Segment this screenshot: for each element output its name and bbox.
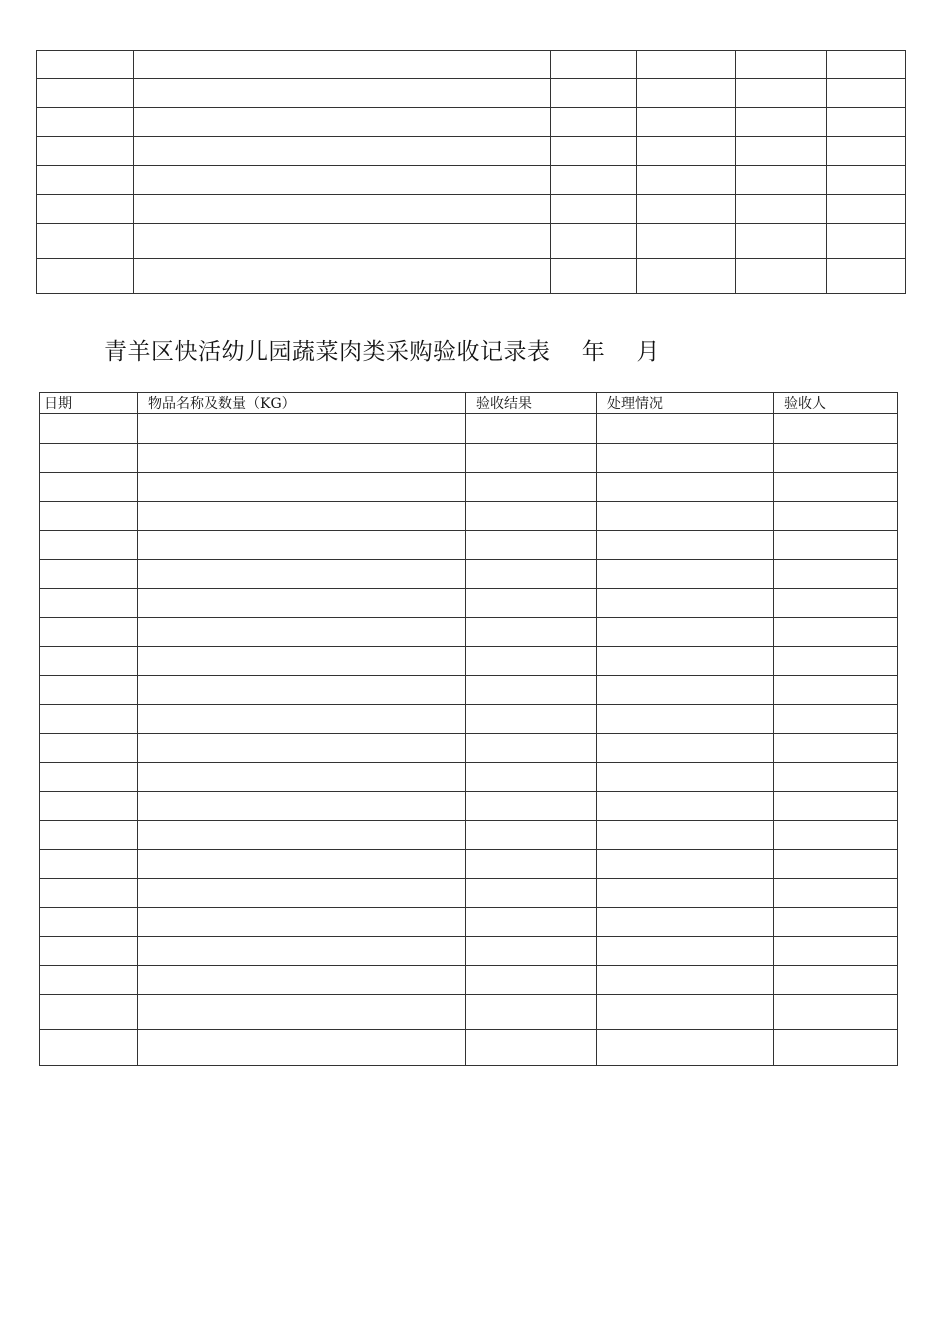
empty-cell — [827, 224, 906, 259]
empty-cell — [40, 763, 138, 792]
empty-cell — [466, 647, 597, 676]
empty-cell — [774, 1030, 898, 1066]
empty-cell — [138, 676, 466, 705]
empty-cell — [40, 414, 138, 444]
table-row — [40, 763, 898, 792]
table-row — [40, 618, 898, 647]
empty-cell — [466, 473, 597, 502]
empty-cell — [551, 166, 637, 195]
empty-cell — [466, 995, 597, 1030]
empty-cell — [774, 705, 898, 734]
empty-cell — [134, 79, 551, 108]
empty-cell — [466, 908, 597, 937]
empty-cell — [138, 531, 466, 560]
empty-cell — [774, 647, 898, 676]
empty-cell — [138, 589, 466, 618]
empty-cell — [597, 414, 774, 444]
empty-cell — [134, 166, 551, 195]
empty-cell — [597, 850, 774, 879]
empty-cell — [774, 792, 898, 821]
empty-cell — [597, 589, 774, 618]
empty-cell — [138, 734, 466, 763]
empty-cell — [597, 473, 774, 502]
empty-cell — [138, 908, 466, 937]
empty-cell — [40, 1030, 138, 1066]
empty-cell — [134, 224, 551, 259]
empty-cell — [551, 137, 637, 166]
empty-cell — [466, 531, 597, 560]
header-acceptance-result: 验收结果 — [466, 393, 597, 414]
empty-cell — [40, 560, 138, 589]
empty-cell — [134, 51, 551, 79]
empty-cell — [134, 195, 551, 224]
empty-cell — [597, 502, 774, 531]
acceptance-record-table — [39, 392, 898, 1066]
empty-cell — [736, 137, 827, 166]
empty-cell — [551, 224, 637, 259]
empty-cell — [774, 763, 898, 792]
empty-cell — [138, 792, 466, 821]
table-row — [40, 879, 898, 908]
empty-cell — [597, 937, 774, 966]
empty-cell — [40, 647, 138, 676]
empty-cell — [37, 224, 134, 259]
empty-cell — [637, 108, 736, 137]
table-row — [40, 647, 898, 676]
empty-cell — [637, 166, 736, 195]
empty-cell — [736, 259, 827, 294]
empty-cell — [637, 259, 736, 294]
table-row — [37, 195, 906, 224]
empty-cell — [637, 79, 736, 108]
empty-cell — [774, 444, 898, 473]
empty-cell — [466, 676, 597, 705]
table-row — [40, 734, 898, 763]
table-row — [37, 79, 906, 108]
table-row — [40, 473, 898, 502]
empty-cell — [138, 705, 466, 734]
empty-cell — [774, 734, 898, 763]
empty-cell — [637, 137, 736, 166]
empty-cell — [40, 821, 138, 850]
empty-cell — [138, 821, 466, 850]
empty-cell — [40, 502, 138, 531]
empty-cell — [827, 79, 906, 108]
empty-cell — [138, 879, 466, 908]
empty-cell — [827, 259, 906, 294]
empty-cell — [466, 821, 597, 850]
table-row — [40, 531, 898, 560]
empty-cell — [597, 734, 774, 763]
table-row — [40, 1030, 898, 1066]
empty-cell — [138, 1030, 466, 1066]
empty-cell — [637, 51, 736, 79]
empty-cell — [597, 647, 774, 676]
empty-cell — [774, 414, 898, 444]
empty-cell — [138, 966, 466, 995]
empty-cell — [827, 137, 906, 166]
empty-cell — [774, 589, 898, 618]
header-inspector: 验收人 — [774, 393, 898, 414]
empty-cell — [551, 108, 637, 137]
empty-cell — [466, 763, 597, 792]
table-row — [40, 908, 898, 937]
empty-cell — [466, 879, 597, 908]
empty-cell — [40, 473, 138, 502]
empty-cell — [466, 792, 597, 821]
empty-cell — [134, 137, 551, 166]
empty-cell — [37, 108, 134, 137]
empty-cell — [774, 937, 898, 966]
empty-cell — [597, 676, 774, 705]
empty-cell — [827, 51, 906, 79]
table-row — [37, 108, 906, 137]
empty-cell — [37, 166, 134, 195]
empty-cell — [466, 502, 597, 531]
empty-cell — [774, 473, 898, 502]
empty-cell — [40, 966, 138, 995]
table-row — [37, 224, 906, 259]
empty-cell — [40, 618, 138, 647]
empty-cell — [736, 195, 827, 224]
empty-cell — [827, 166, 906, 195]
empty-cell — [466, 1030, 597, 1066]
empty-cell — [40, 676, 138, 705]
empty-cell — [466, 618, 597, 647]
empty-cell — [827, 195, 906, 224]
header-handling: 处理情况 — [597, 393, 774, 414]
empty-cell — [637, 224, 736, 259]
empty-cell — [40, 705, 138, 734]
empty-cell — [40, 879, 138, 908]
empty-cell — [40, 531, 138, 560]
empty-cell — [138, 502, 466, 531]
empty-cell — [597, 618, 774, 647]
table-row — [40, 414, 898, 444]
empty-cell — [736, 166, 827, 195]
empty-cell — [466, 444, 597, 473]
empty-cell — [40, 995, 138, 1030]
empty-cell — [138, 414, 466, 444]
header-date: 日期 — [40, 393, 138, 414]
empty-cell — [551, 259, 637, 294]
table-row — [40, 444, 898, 473]
empty-cell — [774, 995, 898, 1030]
empty-cell — [597, 531, 774, 560]
empty-cell — [774, 618, 898, 647]
table-row — [40, 821, 898, 850]
empty-cell — [37, 137, 134, 166]
empty-cell — [597, 444, 774, 473]
empty-cell — [551, 79, 637, 108]
empty-cell — [466, 734, 597, 763]
empty-cell — [138, 618, 466, 647]
table-row — [40, 502, 898, 531]
table-row — [40, 589, 898, 618]
empty-cell — [37, 259, 134, 294]
table-row — [37, 166, 906, 195]
empty-cell — [597, 879, 774, 908]
table-row — [40, 966, 898, 995]
empty-cell — [138, 647, 466, 676]
table-header-row — [40, 393, 898, 414]
empty-cell — [597, 705, 774, 734]
empty-cell — [138, 995, 466, 1030]
empty-cell — [466, 937, 597, 966]
empty-cell — [774, 850, 898, 879]
empty-cell — [466, 966, 597, 995]
empty-cell — [597, 908, 774, 937]
empty-cell — [774, 531, 898, 560]
empty-cell — [637, 195, 736, 224]
empty-cell — [551, 51, 637, 79]
table-row — [40, 792, 898, 821]
empty-cell — [138, 763, 466, 792]
empty-cell — [774, 676, 898, 705]
empty-cell — [40, 444, 138, 473]
table-row — [40, 937, 898, 966]
table-row — [40, 560, 898, 589]
empty-cell — [37, 79, 134, 108]
empty-cell — [138, 560, 466, 589]
empty-cell — [774, 908, 898, 937]
empty-cell — [40, 734, 138, 763]
empty-cell — [597, 995, 774, 1030]
empty-cell — [40, 937, 138, 966]
empty-cell — [827, 108, 906, 137]
empty-cell — [774, 821, 898, 850]
empty-cell — [736, 51, 827, 79]
table-row — [37, 259, 906, 294]
empty-cell — [466, 560, 597, 589]
empty-cell — [40, 850, 138, 879]
empty-cell — [774, 966, 898, 995]
empty-cell — [736, 108, 827, 137]
empty-cell — [134, 108, 551, 137]
previous-page-table — [36, 50, 906, 294]
table-row — [40, 850, 898, 879]
empty-cell — [774, 502, 898, 531]
empty-cell — [774, 879, 898, 908]
page-title: 青羊区快活幼儿园蔬菜肉类采购验收记录表 年 月 — [104, 339, 660, 365]
empty-cell — [597, 1030, 774, 1066]
empty-cell — [40, 589, 138, 618]
table-row — [40, 705, 898, 734]
empty-cell — [138, 473, 466, 502]
header-item-name-quantity: 物品名称及数量（KG） — [138, 393, 466, 414]
empty-cell — [37, 51, 134, 79]
table-row — [40, 995, 898, 1030]
empty-cell — [466, 850, 597, 879]
empty-cell — [551, 195, 637, 224]
empty-cell — [138, 937, 466, 966]
table-row — [37, 137, 906, 166]
empty-cell — [138, 850, 466, 879]
empty-cell — [466, 705, 597, 734]
empty-cell — [40, 908, 138, 937]
empty-cell — [597, 560, 774, 589]
empty-cell — [134, 259, 551, 294]
empty-cell — [774, 560, 898, 589]
empty-cell — [40, 792, 138, 821]
table-row — [40, 676, 898, 705]
empty-cell — [466, 414, 597, 444]
empty-cell — [736, 79, 827, 108]
empty-cell — [138, 444, 466, 473]
empty-cell — [597, 763, 774, 792]
empty-cell — [597, 792, 774, 821]
empty-cell — [597, 966, 774, 995]
empty-cell — [736, 224, 827, 259]
empty-cell — [37, 195, 134, 224]
empty-cell — [597, 821, 774, 850]
table-row — [37, 51, 906, 79]
empty-cell — [466, 589, 597, 618]
